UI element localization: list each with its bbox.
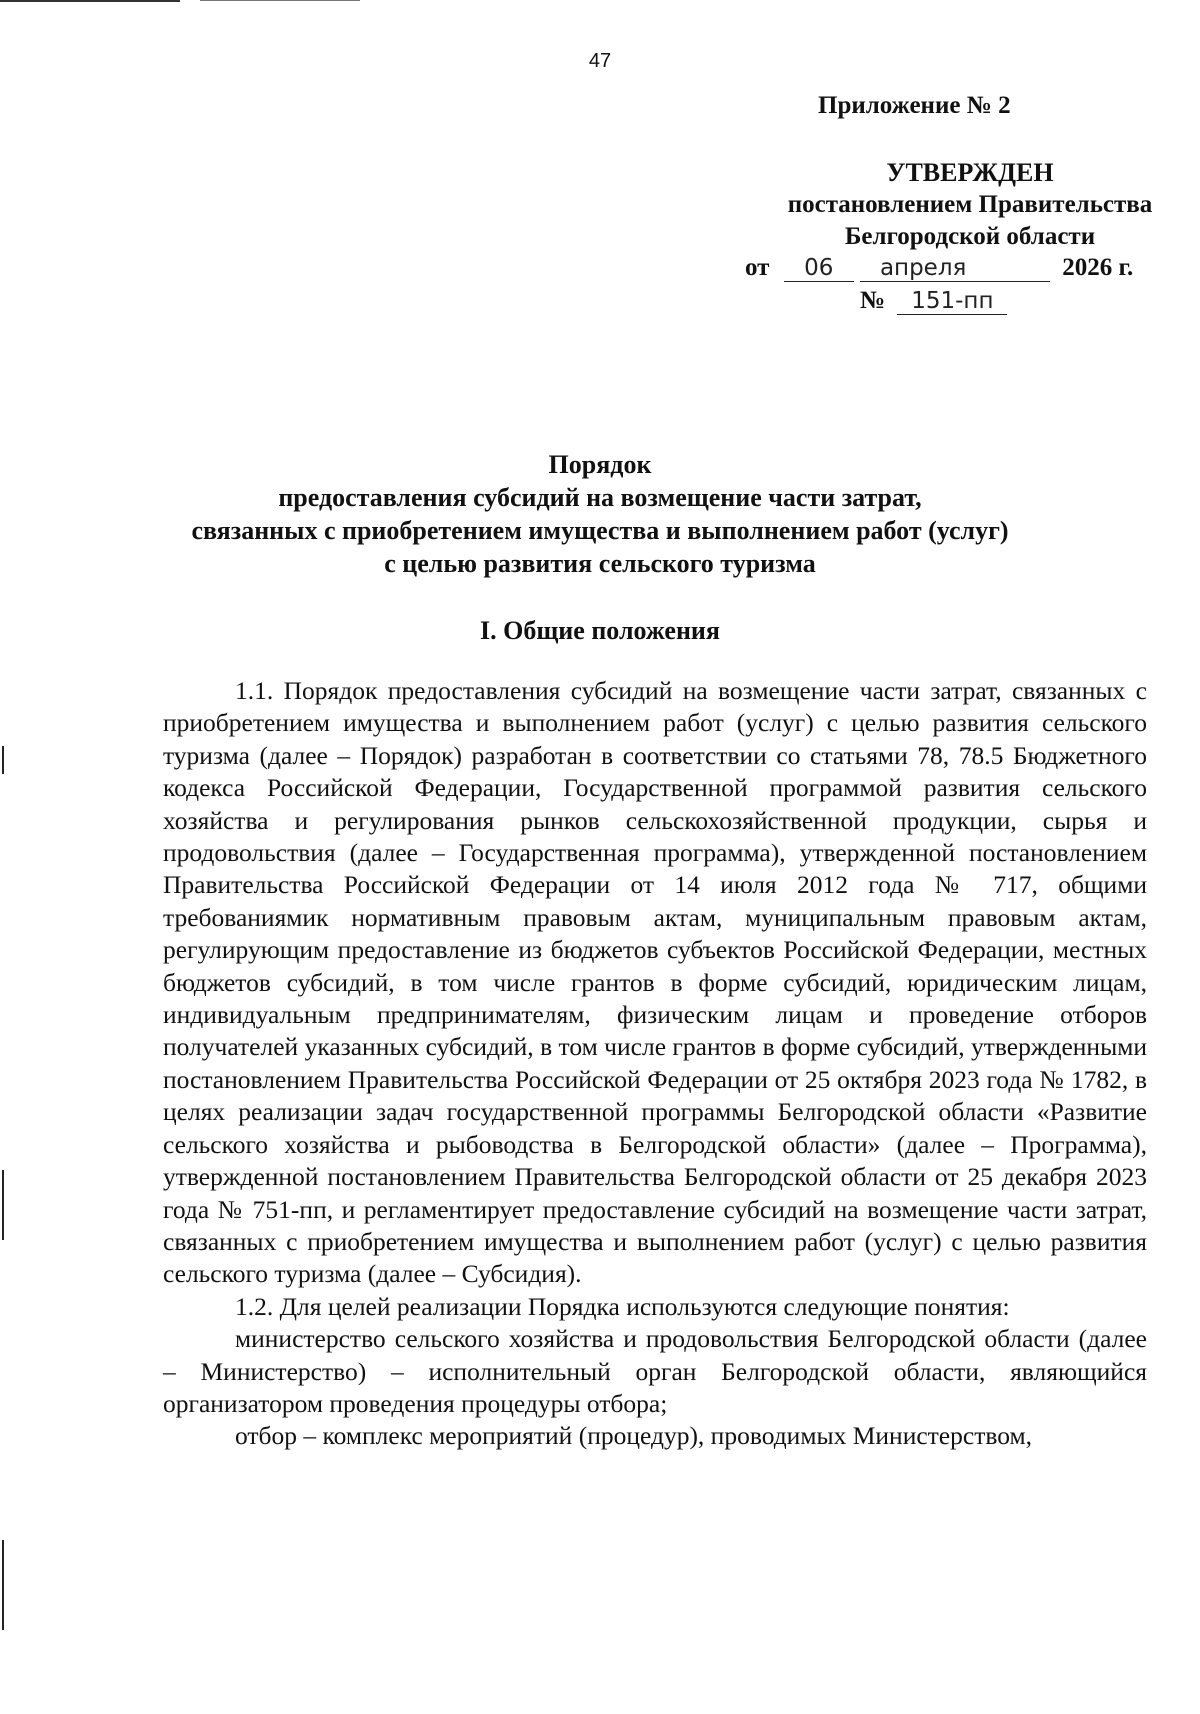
section-heading: I. Общие положения [480,616,720,645]
date-year: 2026 г. [1062,254,1134,281]
scan-artifact-line [200,0,360,1]
page-number: 47 [588,50,612,72]
appendix-label: Приложение № 2 [818,92,1011,119]
scan-artifact-mark [2,1170,4,1240]
number-prefix: № [860,287,886,314]
paragraph: 1.1. Порядок предоставления субсидий на возмещение части затрат, связанных с приобретением имущества и выполнением работ (услуг) с целью развития сельского туризма (далее – Порядок) разработан в соответствии со статьями 78, 78.5 Бюджетного кодекса Российской Федерации, Государственной программой развития сельского хозяйства и регулирования рынков сельскохозяйственной продукции, сырья и продовольствия (далее – Государственная программа), утвержденной постановлением Правительства Российской Федерации от 14 июля 2012 года № 717, общими требованиямик нормативным правовым актам, муниципальным правовым актам, регулирующим предоставление из бюджетов субъектов Российской Федерации, местных бюджетов субсидий, в том числе грантов в форме субсидий, юридическим лицам, индивидуальным предпринимателям, физическим лицам и проведение отборов получателей указанных субсидий, в том числе грантов в форме субсидий, утвержденными постановлением Правительства Российской Федерации от 25 октября 2023 года № 1782, в целях реализации задач государственной программы Белгородской области «Развитие сельского хозяйства и рыбоводства в Белгородской области» (далее – Программа), утвержденной постановлением Правительства Белгородской области от 25 декабря 2023 года № 751-пп, и регламентирует предоставление субсидий на возмещение части затрат, связанных с приобретением имущества и выполнением работ (услуг) с целью развития сельского туризма (далее – Субсидия). [163,676,1147,1289]
approved-title: УТВЕРЖДЕН [886,158,1054,187]
paragraph: 1.2. Для целей реализации Порядка используются следующие понятия: [235,1291,1010,1321]
title-line: связанных с приобретением имущества и выполнением работ (услуг) [191,516,1009,545]
approval-block [700,157,1200,253]
paragraph: отбор – комплекс мероприятий (процедур), проводимых Министерством, [235,1421,1032,1451]
paragraph: министерство сельского хозяйства и продовольствия Белгородской области (далее – Министерство) – исполнительный орган Белгородской области, являющийся организатором проведения процедуры отбора; [163,1324,1147,1418]
approval-date [745,254,1133,282]
title-line: Порядок [548,450,652,479]
date-prefix: от [745,254,770,281]
date-month: апреля [860,255,1050,282]
document-title [0,448,1200,580]
scan-artifact-line [0,0,180,2]
body-text [163,675,1147,1453]
title-line: предоставления субсидий на возмещение части затрат, [278,483,922,512]
approved-line: Белгородской области [844,223,1096,250]
title-line: с целью развития сельского туризма [384,549,816,578]
date-day: 06 [784,255,854,282]
scan-artifact-mark [2,1540,4,1630]
approved-line: постановлением Правительства [787,191,1153,218]
approval-number [860,287,1007,315]
scan-artifact-mark [2,746,4,774]
number-value: 151-пп [897,288,1007,315]
